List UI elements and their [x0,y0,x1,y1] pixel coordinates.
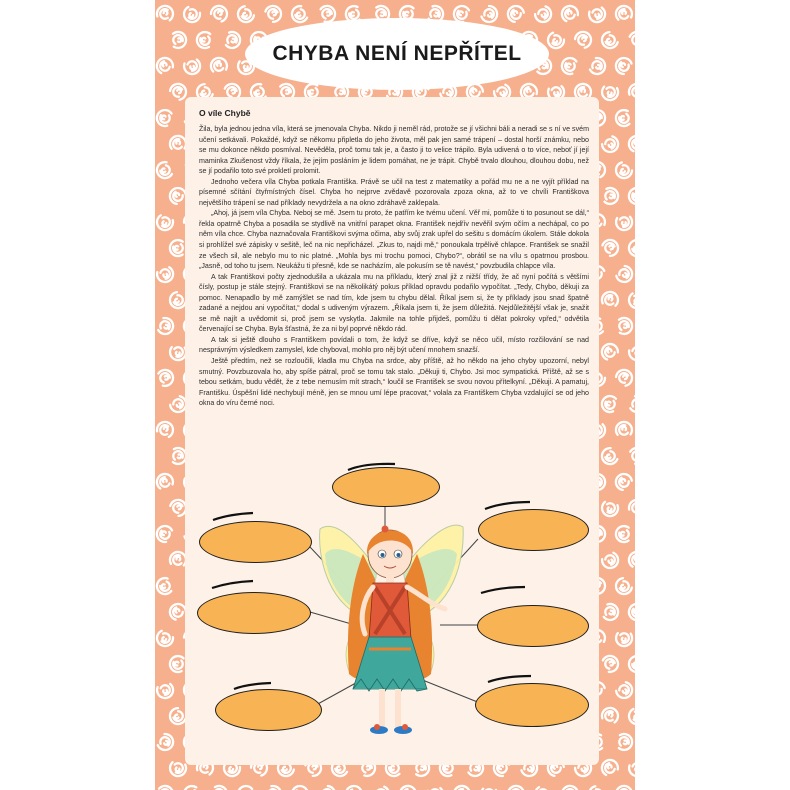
blank-oval-lower-left[interactable] [215,689,322,731]
story-panel [185,97,599,765]
story-paragraph: A tak si ještě dlouho s Františkem povídali o tom, že když se dříve, když se něco učil, místo rozčilování se nad nesprávným výsledkem zamyslel, kde chyboval, mohlo pro něj být učení mnohem snazší. [199,335,589,355]
worksheet-page [155,0,635,790]
story-paragraph: Žila, byla jednou jedna víla, která se jmenovala Chyba. Nikdo ji neměl rád, protože se jí všichni báli a neradi se s ní ve svém učení setkávali. Pokaždé, když se někomu připletla do jeho života, měl pak jen samé trápení – dostal horší známku, nebo se mu dokonce někdo posmíval. Nevěděla, proč tomu tak je, a často ji to velice trápilo. Byla udivená o to více, neboť jí její maminka Zkušenost vždy říkala, že jejím posláním je lidem pomáhat, ne je trápit. Chybě trvalo dlouhou, dlouhou dobu, než se jí podařilo toto své prokletí prolomit. [199,125,589,176]
blank-oval-upper-right[interactable] [478,509,589,551]
story-paragraph: A tak Františkovi počty zjednodušila a ukázala mu na příkladu, který znal již z nižší třídy, že ač nyní počítá s většími čísly, postup je stále stejný. Františkovi se na několikátý pokus příklad opravdu podařilo vypočítat. „Tedy, Chybo, děkuji za pomoc. Nenapadlo by mě zamýšlet se nad tím, kde jsem tu chybu dělal. Říkal jsem si, že ty příklady jsou snad špatně zadané a nejdou ani vypočítat,“ dodal s udiveným výrazem. „Říkala jsem ti, že jsem důležitá. Nejdůležitější však je, snažit se mě najít a uvědomit si, proč jsem se vyskytla. Jakmile na tohle přijdeš, pomůžu ti dělat pokroky vpřed,“ odvětila červenající se Chyba. Byla šťastná, že za ni byl poprvé někdo rád. [199,272,589,334]
story-paragraph: Ještě předtím, než se rozloučili, kladla mu Chyba na srdce, aby příště, až ho někdo na jeho chyby upozorní, nebyl smutný. Povzbuzovala ho, aby spíše pátral, proč se tomu tak stalo. „Děkuji ti, Chybo. Jsi moc sympatická. Příště, až se s tebou setkám, budu vědět, že z tebe nemusím mít strach,“ loučil se František se svou novou přítelkyní. „Děkuji. A pamatuj, Františku. Úspěšní lidé nechybují méně, jen se mnou umí lépe pracovat,“ volala za Františkem Chyba vzdalující se od jeho okna do víru černé noci. [199,357,589,408]
blank-oval-lower-right[interactable] [475,683,589,727]
story-paragraph: „Ahoj, já jsem víla Chyba. Neboj se mě. Jsem tu proto, že patřím ke tvému učení. Věř mi, pomůže ti to posunout se dál,“ řekla opatrně Chyba a posadila se stydlivě na vnitřní parapet okna. František nejdřív nevěřil svým očím a nechápal, co po něm víla chce. Chyba naznačovala Františkovi svýma očima, aby svůj zrak upřel do sešitu s domácím úkolem. Stále dokola si prohlížel své zápisky v sešitě, leč na nic nepřicházel. „Zkus to, najdi mě,“ ponoukala trpělivě chlapce. František se snažil ze všech sil, ale nebylo mu to nic platné. „Mohla bys mi trochu pomoci, Chybo?“, obrátil se na vílu s opatrnou prosbou. „Jasně, od toho tu jsem. Neukážu ti přesně, kde se nacházím, ale pokusím se tě navést,“ povzbudila chlapce víla. [199,209,589,271]
story-paragraph: Jednoho večera víla Chyba potkala Františka. Právě se učil na test z matematiky a pořád mu ne a ne vyjít příklad na písemné sčítání čtyřmístných čísel. Chyba ho nejprve zvědavě pozorovala zpoza okna, až to ve chvíli Františkova největšího trápení se nad příklady nevydržela a na okno zdráhavě zaklepala. [199,177,589,207]
blank-oval-upper-left[interactable] [199,521,312,563]
title-banner [245,18,549,90]
fairy-diagram [185,457,599,765]
page-title: CHYBA NENÍ NEPŘÍTEL [272,42,522,65]
story-text [199,124,589,409]
fairy-illustration [315,499,465,749]
blank-oval-middle-left[interactable] [197,592,311,634]
blank-oval-middle-right[interactable] [477,605,589,647]
story-heading: O víle Chybě [199,108,251,118]
